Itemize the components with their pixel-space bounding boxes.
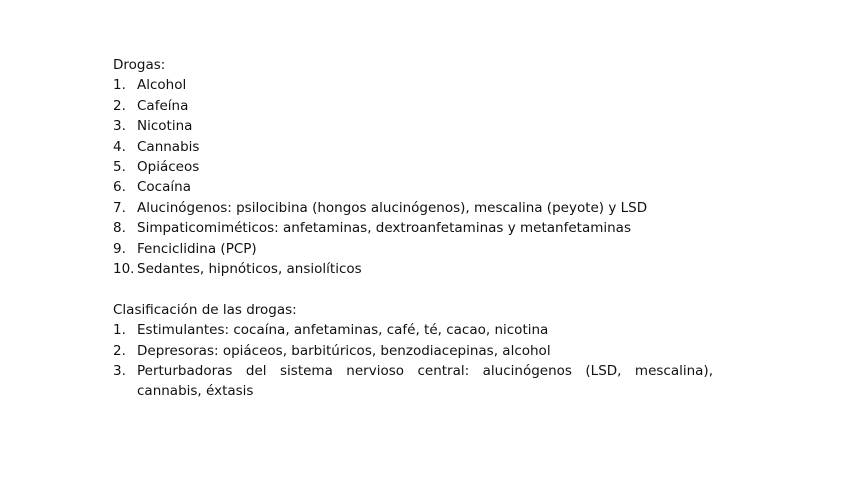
item-number: 6. — [113, 179, 126, 196]
item-text: Alcohol — [137, 77, 187, 94]
item-text: Opiáceos — [137, 159, 200, 176]
list-item — [113, 75, 713, 95]
list-item — [113, 341, 713, 361]
item-number: 1. — [113, 77, 126, 94]
item-text: Alucinógenos: psilocibina (hongos alucinógenos), mescalina (peyote) y LSD — [137, 199, 648, 216]
item-number: 3. — [113, 363, 126, 380]
list-item — [113, 157, 713, 177]
item-number: 5. — [113, 159, 126, 176]
item-number: 2. — [113, 97, 126, 114]
list-item — [113, 320, 713, 340]
drugs-heading: Drogas: — [113, 57, 166, 73]
item-text: Sedantes, hipnóticos, ansiolíticos — [137, 261, 362, 278]
item-text: Nicotina — [137, 118, 193, 135]
item-number: 2. — [113, 342, 126, 359]
list-item — [113, 198, 713, 218]
classification-list — [113, 320, 713, 402]
list-item — [113, 218, 713, 238]
section-spacer — [113, 279, 713, 299]
list-item — [113, 259, 713, 279]
list-item — [113, 361, 713, 402]
item-number: 4. — [113, 138, 126, 155]
document-page — [113, 55, 713, 402]
item-text: Depresoras: opiáceos, barbitúricos, benzodiacepinas, alcohol — [137, 342, 551, 359]
classification-heading: Clasificación de las drogas: — [113, 301, 297, 318]
item-number: 1. — [113, 322, 126, 339]
item-text: Estimulantes: cocaína, anfetaminas, café, té, cacao, nicotina — [137, 322, 549, 339]
list-item — [113, 116, 713, 136]
item-number: 7. — [113, 199, 126, 216]
list-item — [113, 96, 713, 116]
item-number: 8. — [113, 220, 126, 237]
item-text: Simpaticomiméticos: anfetaminas, dextroanfetaminas y metanfetaminas — [137, 220, 631, 237]
list-item — [113, 137, 713, 157]
item-text: Fenciclidina (PCP) — [137, 240, 257, 257]
drugs-list — [113, 75, 713, 279]
item-number: 3. — [113, 118, 126, 135]
list-item — [113, 239, 713, 259]
item-text: Cannabis — [137, 138, 200, 155]
item-text: Perturbadoras del sistema nervioso central: alucinógenos (LSD, mescalina), cannabis, éxtasis — [137, 363, 713, 400]
item-text: Cafeína — [137, 97, 189, 114]
item-number: 10. — [113, 261, 135, 278]
item-number: 9. — [113, 240, 126, 257]
item-text: Cocaína — [137, 179, 191, 196]
list-item — [113, 177, 713, 197]
